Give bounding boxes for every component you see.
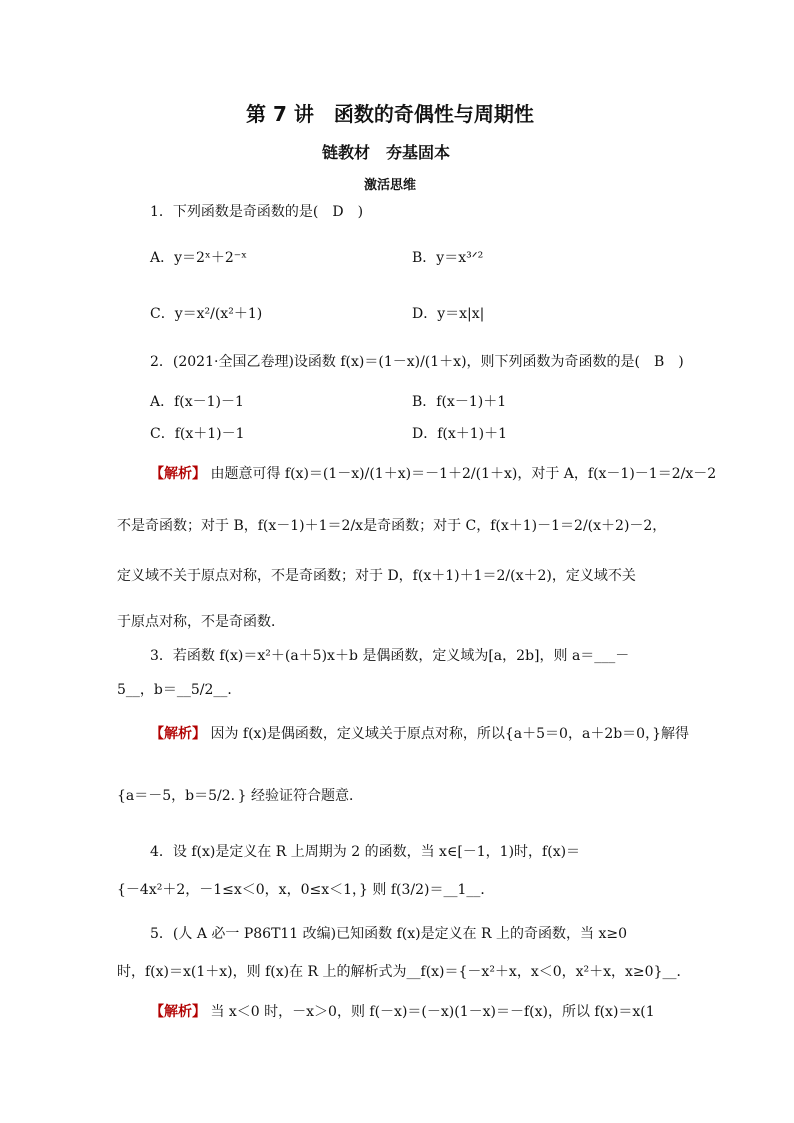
text-line: D．f(x＋1)＋1 <box>412 426 508 442</box>
analysis-tag: 【解析】 <box>150 726 206 742</box>
text-line: 时，f(x)＝x(1＋x)，则 f(x)在 R 上的解析式为__f(x)＝{－x²＋x，x＜0，x²＋x，x≥0}__． <box>117 964 691 980</box>
text-line: B．f(x－1)＋1 <box>412 394 507 410</box>
text-line: C．f(x＋1)－1 <box>150 426 245 442</box>
text-line: 5．(人 A 必一 P86T11 改编)已知函数 f(x)是定义在 R 上的奇函数，当 x≥0 <box>150 926 628 942</box>
text-line: B．y＝x³ᐟ² <box>412 250 484 266</box>
text-line: 1．下列函数是奇函数的是( D ) <box>150 204 364 220</box>
analysis-tag: 【解析】 <box>150 1004 206 1020</box>
text-line: 不是奇函数；对于 B，f(x－1)＋1＝2/x是奇函数；对于 C，f(x＋1)－1＝2/(x＋2)－2， <box>117 518 667 534</box>
page-title: 第 7 讲 函数的奇偶性与周期性 <box>246 102 534 126</box>
text-line <box>150 464 716 484</box>
text-line: 5__，b＝__5/2__． <box>117 682 242 698</box>
section-subtitle: 链教材 夯基固本 <box>322 143 451 162</box>
text-line: C．y＝x²/(x²＋1) <box>150 306 263 322</box>
text-line: A．y＝2ˣ＋2⁻ˣ <box>150 250 248 266</box>
text-line: 3．若函数 f(x)＝x²＋(a＋5)x＋b 是偶函数，定义域为[a，2b]，则 a＝___－ <box>150 648 630 664</box>
text-line: {－4x²＋2，－1≤x＜0，x，0≤x＜1，} 则 f(3/2)＝__1__． <box>117 882 495 898</box>
analysis-text: 当 x＜0 时，－x＞0，则 f(－x)＝(－x)(1－x)＝－f(x)，所以 f(x)＝x(1 <box>206 1004 655 1020</box>
analysis-tag: 【解析】 <box>150 466 206 482</box>
text-line: 4．设 f(x)是定义在 R 上周期为 2 的函数，当 x∈[－1，1)时，f(x)＝ <box>150 844 581 860</box>
text-line: 2．(2021·全国乙卷理)设函数 f(x)＝(1－x)/(1＋x)，则下列函数为奇函数的是( B ) <box>150 354 684 370</box>
analysis-text: 因为 f(x)是偶函数，定义域关于原点对称，所以{a＋5＝0，a＋2b＝0，}解得 <box>206 726 689 742</box>
section-label: 激活思维 <box>364 178 417 193</box>
text-line: A．f(x－1)－1 <box>150 394 244 410</box>
text-line <box>150 724 689 744</box>
text-line: D．y＝x|x| <box>412 306 485 322</box>
text-line: 定义域不关于原点对称，不是奇函数；对于 D，f(x＋1)＋1＝2/(x＋2)，定义域不关 <box>117 568 636 584</box>
text-line: 于原点对称，不是奇函数． <box>117 614 285 630</box>
analysis-text: 由题意可得 f(x)＝(1－x)/(1＋x)＝－1＋2/(1＋x)，对于 A，f(x－1)－1＝2/x－2 <box>206 466 717 482</box>
text-line <box>150 1002 655 1022</box>
text-line: {a＝－5，b＝5/2．} 经验证符合题意． <box>117 788 364 804</box>
